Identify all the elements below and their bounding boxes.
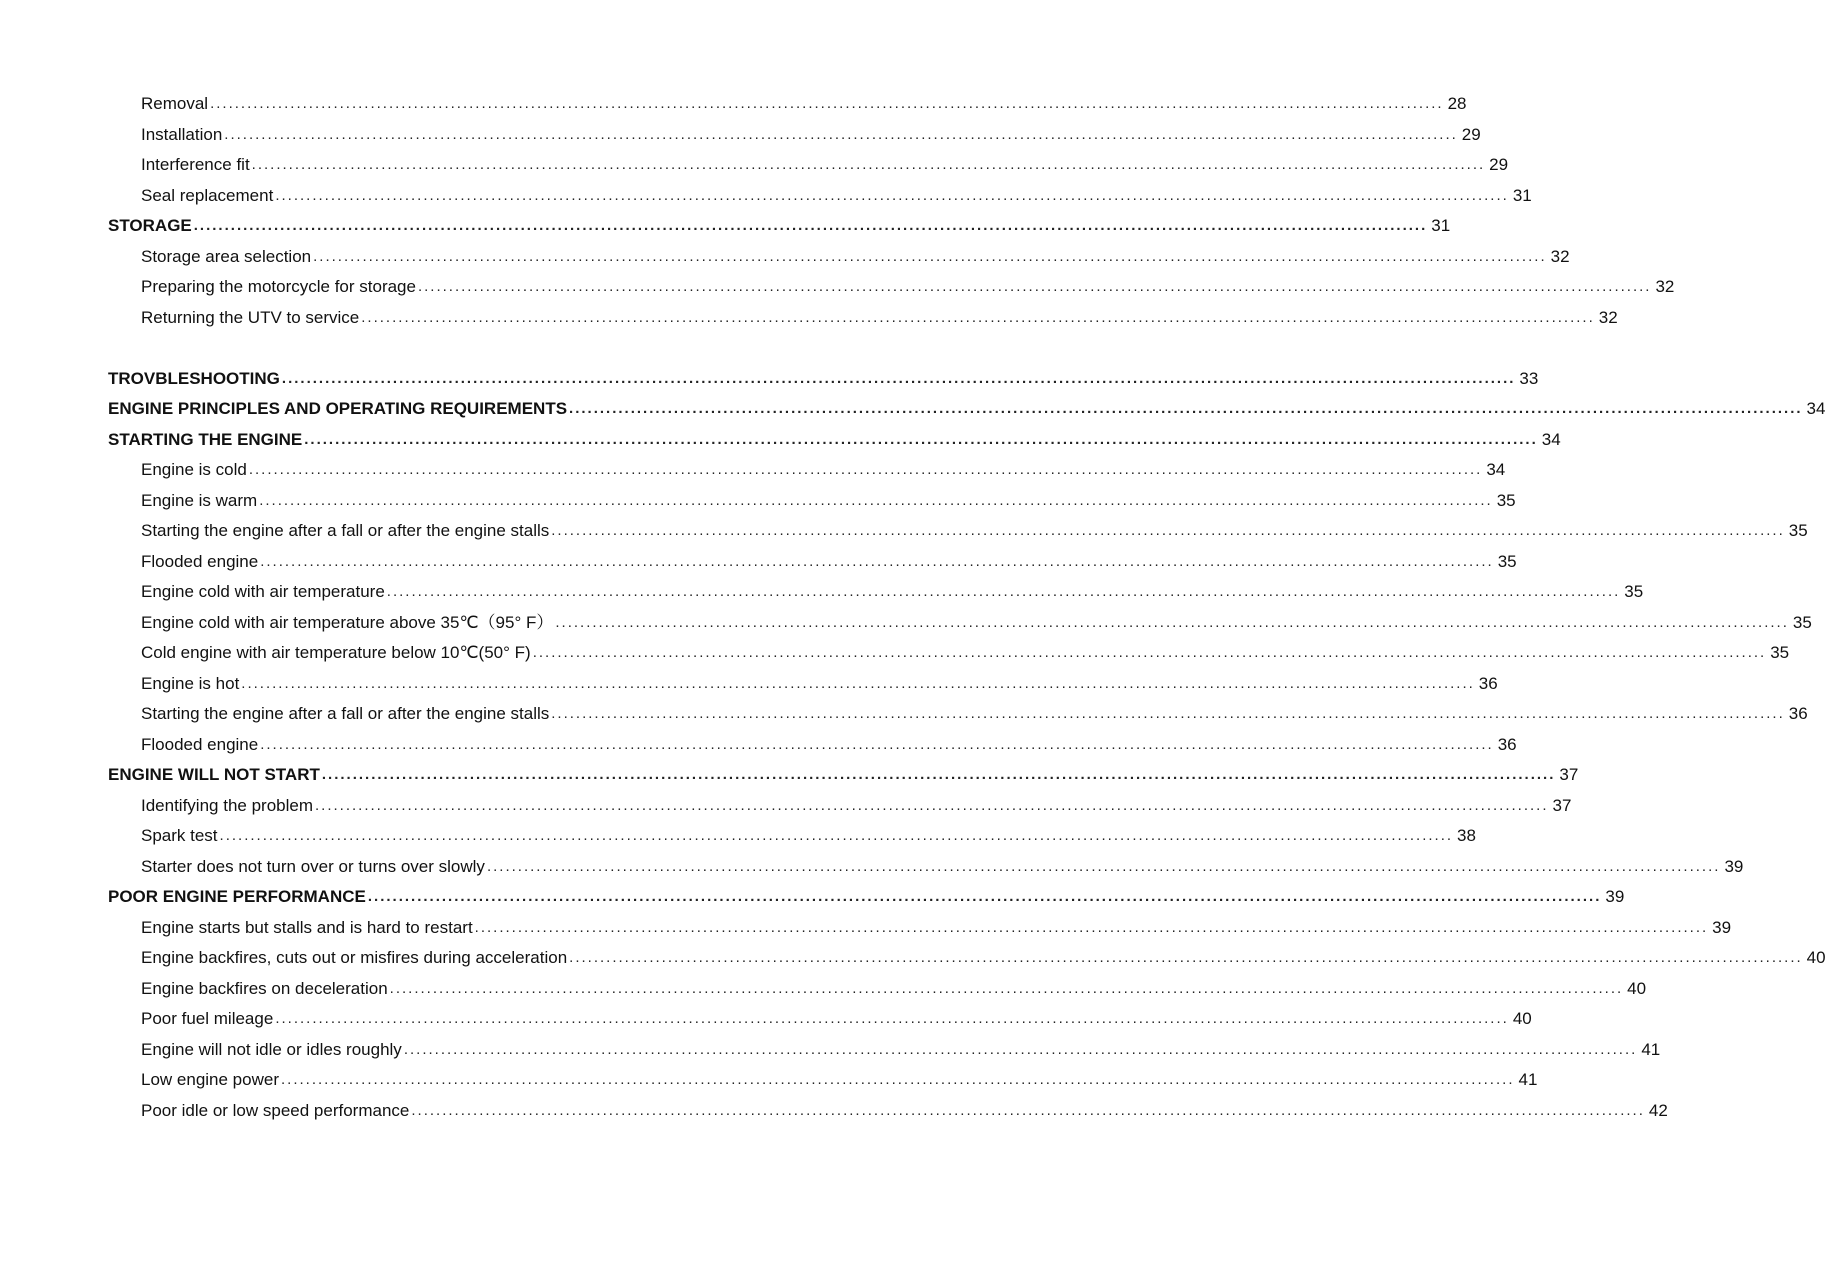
toc-entry-label: Low engine power	[141, 1070, 279, 1089]
leader-dots: ........................................................................................................................................................................................................	[532, 644, 1767, 661]
toc-heading-troubleshooting	[0, 364, 1539, 395]
leader-dots: ........................................................................................................................................................................................................	[304, 430, 1538, 448]
leader-dots: ........................................................................................................................................................................................................	[389, 979, 1624, 997]
toc-entry-preparing	[0, 272, 1675, 303]
leader-dots: ........................................................................................................................................................................................................	[555, 613, 1789, 631]
toc-heading-storage	[0, 211, 1451, 242]
toc-entry-label: Engine cold with air temperature above 35℃（95° F）	[141, 612, 554, 632]
leader-dots: ........................................................................................................................................................................................................	[313, 247, 1547, 265]
leader-dots: ........................................................................................................................................................................................................	[210, 95, 1444, 112]
toc-heading-engine-principles	[0, 394, 1826, 425]
leader-dots: ........................................................................................................................................................................................................	[251, 156, 1486, 173]
leader-dots: ........................................................................................................................................................................................................	[321, 766, 1556, 783]
leader-dots: ........................................................................................................................................................................................................	[386, 583, 1621, 600]
toc-entry	[0, 669, 1498, 700]
toc-entry-page: 32	[1550, 246, 1570, 266]
toc-entry-label: Removal	[141, 94, 209, 113]
toc-entry-label: Seal replacement	[141, 185, 274, 205]
leader-dots: ........................................................................................................................................................................................................	[569, 949, 1803, 966]
leader-dots: ........................................................................................................................................................................................................	[241, 674, 1475, 692]
toc-entry-page: 39	[1724, 856, 1744, 876]
toc-entry-label: Engine is hot	[141, 673, 240, 693]
leader-dots: ........................................................................................................................................................................................................	[219, 827, 1454, 844]
toc-heading-label: POOR ENGINE PERFORMANCE	[108, 887, 366, 906]
toc-entry-page: 35	[1624, 582, 1644, 601]
leader-dots: ........................................................................................................................................................................................................	[193, 217, 1428, 234]
toc-entry	[0, 1065, 1538, 1096]
leader-dots: ........................................................................................................................................................................................................	[260, 552, 1494, 570]
leader-dots: ........................................................................................................................................................................................................	[224, 125, 1458, 143]
toc-entry-page: 32	[1655, 277, 1675, 296]
toc-heading-page: 39	[1605, 887, 1625, 906]
leader-dots: ........................................................................................................................................................................................................	[403, 1040, 1638, 1058]
toc-entry-page: 38	[1457, 826, 1476, 845]
toc-entry-page: 29	[1461, 124, 1481, 144]
toc-entry-page: 29	[1489, 155, 1509, 174]
toc-entry	[0, 577, 1644, 608]
toc-entry-label: Returning the UTV to service	[141, 307, 360, 327]
toc-entry	[0, 1035, 1661, 1066]
toc-entry-page: 40	[1806, 948, 1826, 967]
leader-dots: ........................................................................................................................................................................................................	[569, 400, 1803, 417]
leader-dots: ........................................................................................................................................................................................................	[280, 1071, 1515, 1088]
leader-dots: ........................................................................................................................................................................................................	[281, 369, 1516, 387]
leader-dots: ........................................................................................................................................................................................................	[315, 796, 1549, 814]
toc-entry-page: 32	[1598, 307, 1618, 327]
toc-heading-label: TROVBLESHOOTING	[108, 368, 280, 388]
toc-heading-starting-engine	[0, 425, 1561, 456]
toc-entry-page: 35	[1788, 521, 1808, 540]
toc-heading-label: ENGINE PRINCIPLES AND OPERATING REQUIREMENTS	[108, 399, 568, 418]
toc-entry-page: 31	[1512, 185, 1532, 205]
toc-entry-page: 35	[1496, 490, 1516, 510]
toc-entry-returning	[0, 303, 1618, 334]
toc-entry-storage-area	[0, 242, 1570, 273]
toc-entry-page: 34	[1486, 460, 1506, 479]
toc-entry-label: Preparing the motorcycle for storage	[141, 277, 416, 296]
toc-entry-page: 36	[1497, 734, 1517, 754]
toc-heading-label: STORAGE	[108, 216, 192, 235]
toc-heading-page: 37	[1559, 765, 1579, 784]
toc-entry-label: Starting the engine after a fall or after the engine stalls	[141, 704, 550, 723]
toc-entry-label: Engine will not idle or idles roughly	[141, 1039, 402, 1059]
toc-entry-label: Flooded engine	[141, 734, 259, 754]
leader-dots: ........................................................................................................................................................................................................	[259, 491, 1493, 509]
toc-entry-label: Engine backfires on deceleration	[141, 978, 388, 998]
toc-entry	[0, 791, 1572, 822]
toc-entry-interference-fit	[0, 150, 1509, 181]
leader-dots: ........................................................................................................................................................................................................	[275, 1010, 1509, 1027]
toc-heading-engine-will-not-start	[0, 760, 1579, 791]
toc-heading-poor-performance	[0, 882, 1625, 913]
toc-heading-page: 34	[1806, 399, 1826, 418]
toc-entry-label: Starting the engine after a fall or after the engine stalls	[141, 521, 550, 540]
toc-entry-removal	[0, 89, 1467, 120]
section-spacer	[0, 333, 909, 364]
toc-entry-label: Identifying the problem	[141, 795, 313, 815]
leader-dots: ........................................................................................................................................................................................................	[275, 186, 1509, 204]
toc-entry	[0, 1096, 1668, 1127]
leader-dots: ........................................................................................................................................................................................................	[474, 918, 1709, 936]
toc-heading-label: STARTING THE ENGINE	[108, 429, 303, 449]
toc-entry	[0, 913, 1732, 944]
toc-entry-label: Engine starts but stalls and is hard to restart	[141, 917, 473, 937]
table-of-contents	[0, 89, 1826, 1126]
toc-entry	[0, 455, 1506, 486]
toc-entry-label: Installation	[141, 124, 223, 144]
leader-dots: ........................................................................................................................................................................................................	[417, 278, 1652, 295]
toc-entry-label: Starter does not turn over or turns over slowly	[141, 856, 485, 876]
toc-heading-page: 33	[1519, 368, 1539, 388]
toc-entry-seal-replacement	[0, 181, 1532, 212]
leader-dots: ........................................................................................................................................................................................................	[367, 888, 1602, 905]
toc-entry-label: Engine cold with air temperature	[141, 582, 385, 601]
toc-entry	[0, 608, 1812, 639]
toc-heading-page: 31	[1431, 216, 1451, 235]
toc-entry-page: 35	[1497, 551, 1517, 571]
toc-entry-label: Poor idle or low speed performance	[141, 1100, 410, 1120]
toc-entry-label: Interference fit	[141, 155, 250, 174]
toc-entry-page: 36	[1788, 704, 1808, 723]
toc-entry-page: 37	[1552, 795, 1572, 815]
leader-dots: ........................................................................................................................................................................................................	[411, 1101, 1645, 1119]
toc-entry-label: Cold engine with air temperature below 10℃(50° F)	[141, 643, 531, 662]
toc-entry-label: Engine backfires, cuts out or misfires during acceleration	[141, 948, 568, 967]
toc-entry	[0, 943, 1826, 974]
leader-dots: ........................................................................................................................................................................................................	[551, 705, 1785, 722]
toc-entry-page: 35	[1770, 643, 1790, 662]
toc-entry-page: 41	[1518, 1070, 1538, 1089]
leader-dots: ........................................................................................................................................................................................................	[551, 522, 1785, 539]
toc-entry-label: Flooded engine	[141, 551, 259, 571]
toc-entry-label: Spark test	[141, 826, 218, 845]
toc-entry-label: Engine is warm	[141, 490, 258, 510]
toc-entry-page: 28	[1447, 94, 1467, 113]
toc-entry-label: Engine is cold	[141, 460, 247, 479]
toc-entry	[0, 638, 1790, 669]
toc-entry	[0, 1004, 1532, 1035]
toc-entry	[0, 547, 1517, 578]
toc-entry-label: Storage area selection	[141, 246, 312, 266]
leader-dots: ........................................................................................................................................................................................................	[361, 308, 1595, 326]
toc-entry-page: 40	[1512, 1009, 1532, 1028]
toc-entry-installation	[0, 120, 1481, 151]
toc-entry	[0, 974, 1647, 1005]
leader-dots: ........................................................................................................................................................................................................	[486, 857, 1721, 875]
toc-entry	[0, 486, 1516, 517]
toc-heading-label: ENGINE WILL NOT START	[108, 765, 320, 784]
leader-dots: ........................................................................................................................................................................................................	[248, 461, 1483, 478]
toc-entry	[0, 699, 1808, 730]
toc-entry-page: 39	[1712, 917, 1732, 937]
toc-entry-page: 42	[1648, 1100, 1668, 1120]
toc-entry	[0, 730, 1517, 761]
toc-entry-page: 35	[1792, 612, 1812, 632]
toc-entry-label: Poor fuel mileage	[141, 1009, 274, 1028]
toc-entry-page: 36	[1478, 673, 1498, 693]
toc-entry	[0, 852, 1744, 883]
toc-entry-page: 41	[1641, 1039, 1661, 1059]
toc-entry	[0, 821, 1476, 852]
toc-entry-page: 40	[1627, 978, 1647, 998]
toc-heading-page: 34	[1541, 429, 1561, 449]
toc-entry	[0, 516, 1808, 547]
leader-dots: ........................................................................................................................................................................................................	[260, 735, 1494, 753]
